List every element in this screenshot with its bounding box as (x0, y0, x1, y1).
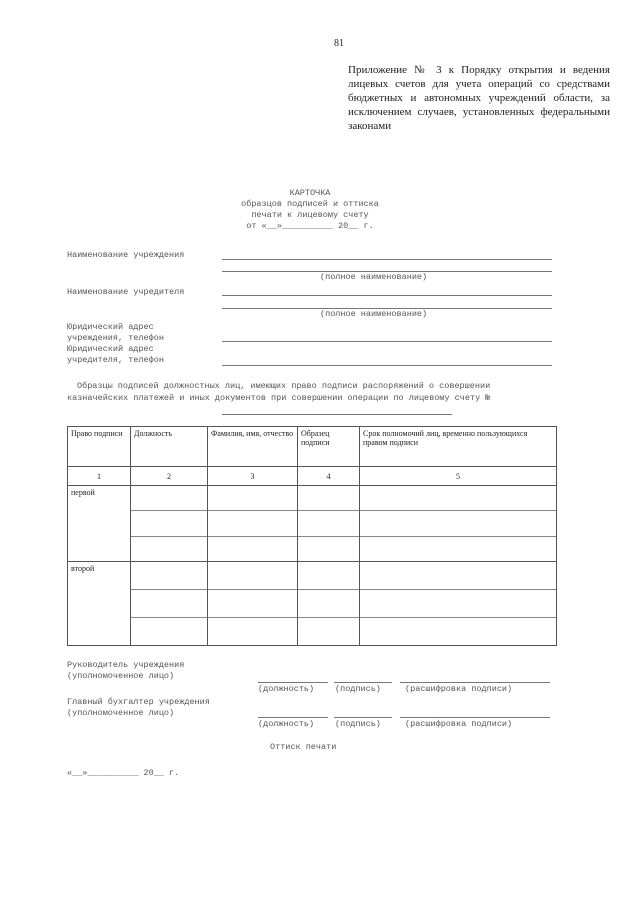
institution-address-line[interactable] (222, 341, 552, 342)
legal-address-institution-1: Юридический адрес (67, 322, 154, 332)
caption-decoding: (расшифровка подписи) (405, 684, 513, 694)
cell[interactable] (208, 486, 298, 562)
head-position-line[interactable] (258, 682, 328, 683)
table-row-first (68, 486, 557, 562)
header-position: Должность (131, 427, 208, 467)
accountant-signature-line[interactable] (334, 717, 392, 718)
caption-signature: (подпись) (335, 684, 381, 694)
full-name-caption-1: (полное наименование) (320, 272, 428, 282)
row-second-label: второй (68, 562, 131, 646)
cell[interactable] (298, 486, 360, 562)
accountant-decoding-line[interactable] (400, 717, 550, 718)
appendix-note (348, 63, 610, 133)
accountant-label-1: Главный бухгалтер учреждения (67, 697, 210, 707)
card-title (220, 188, 400, 232)
cell[interactable] (131, 486, 208, 562)
table-header-row (68, 427, 557, 467)
col-number: 1 (68, 467, 131, 486)
col-number: 3 (208, 467, 298, 486)
caption-position: (должность) (258, 684, 315, 694)
samples-text-1: Образцы подписей должностных лиц, имеющих право подписи распоряжений о совершении (77, 381, 491, 391)
page-number: 81 (334, 38, 344, 49)
cell[interactable] (360, 486, 557, 562)
title-date: от «__»__________ 20__ г. (246, 221, 374, 231)
legal-address-institution-2: учреждения, телефон (67, 333, 164, 343)
header-sample: Образец подписи (298, 427, 360, 467)
cell[interactable] (131, 562, 208, 646)
title-line-3: печати к лицевому счету (251, 210, 369, 220)
founder-address-line[interactable] (222, 365, 552, 366)
table-row-second (68, 562, 557, 646)
institution-name-label: Наименование учреждения (67, 250, 185, 260)
caption-position: (должность) (258, 719, 315, 729)
signatures-table (67, 426, 557, 646)
cell[interactable] (208, 562, 298, 646)
head-signature-line[interactable] (334, 682, 392, 683)
account-number-line[interactable] (222, 414, 452, 415)
stamp-label: Оттиск печати (270, 742, 337, 752)
head-label-2: (уполномоченное лицо) (67, 671, 175, 681)
founder-name-label: Наименование учредителя (67, 287, 185, 297)
footer-date: «__»__________ 20__ г. (67, 768, 180, 778)
cell[interactable] (360, 562, 557, 646)
header-term: Срок полномочий лиц, временно пользующихся правом подписи (360, 427, 557, 467)
header-right: Право подписи (68, 427, 131, 467)
title-line-1: КАРТОЧКА (289, 188, 331, 198)
accountant-label (67, 697, 210, 719)
col-number: 5 (360, 467, 557, 486)
head-decoding-line[interactable] (400, 682, 550, 683)
legal-address-founder-1: Юридический адрес (67, 344, 154, 354)
col-number: 2 (131, 467, 208, 486)
head-label-1: Руководитель учреждения (67, 660, 185, 670)
title-line-2: образцов подписей и оттиска (241, 199, 379, 209)
institution-name-line[interactable] (222, 259, 552, 260)
founder-name-line[interactable] (222, 295, 552, 296)
caption-signature: (подпись) (335, 719, 381, 729)
accountant-label-2: (уполномоченное лицо) (67, 708, 175, 718)
col-number: 4 (298, 467, 360, 486)
appendix-text: Приложение № 3 к Порядку открытия и ведения лицевых счетов для учета операций со средствами бюджетных и автономных учреждений области, за исключением случаев, установленных федеральными законами (348, 64, 610, 132)
caption-decoding: (расшифровка подписи) (405, 719, 513, 729)
full-name-caption-2: (полное наименование) (320, 309, 428, 319)
row-first-label: первой (68, 486, 131, 562)
table-number-row (68, 467, 557, 486)
accountant-position-line[interactable] (258, 717, 328, 718)
samples-text-2: казначейских платежей и иных документов при совершении операции по лицевому счету № (67, 393, 491, 403)
head-label (67, 660, 184, 682)
cell[interactable] (298, 562, 360, 646)
header-fullname: Фамилия, имя, отчество (208, 427, 298, 467)
legal-address-founder-2: учредителя, телефон (67, 355, 164, 365)
legal-address-labels (67, 322, 164, 366)
